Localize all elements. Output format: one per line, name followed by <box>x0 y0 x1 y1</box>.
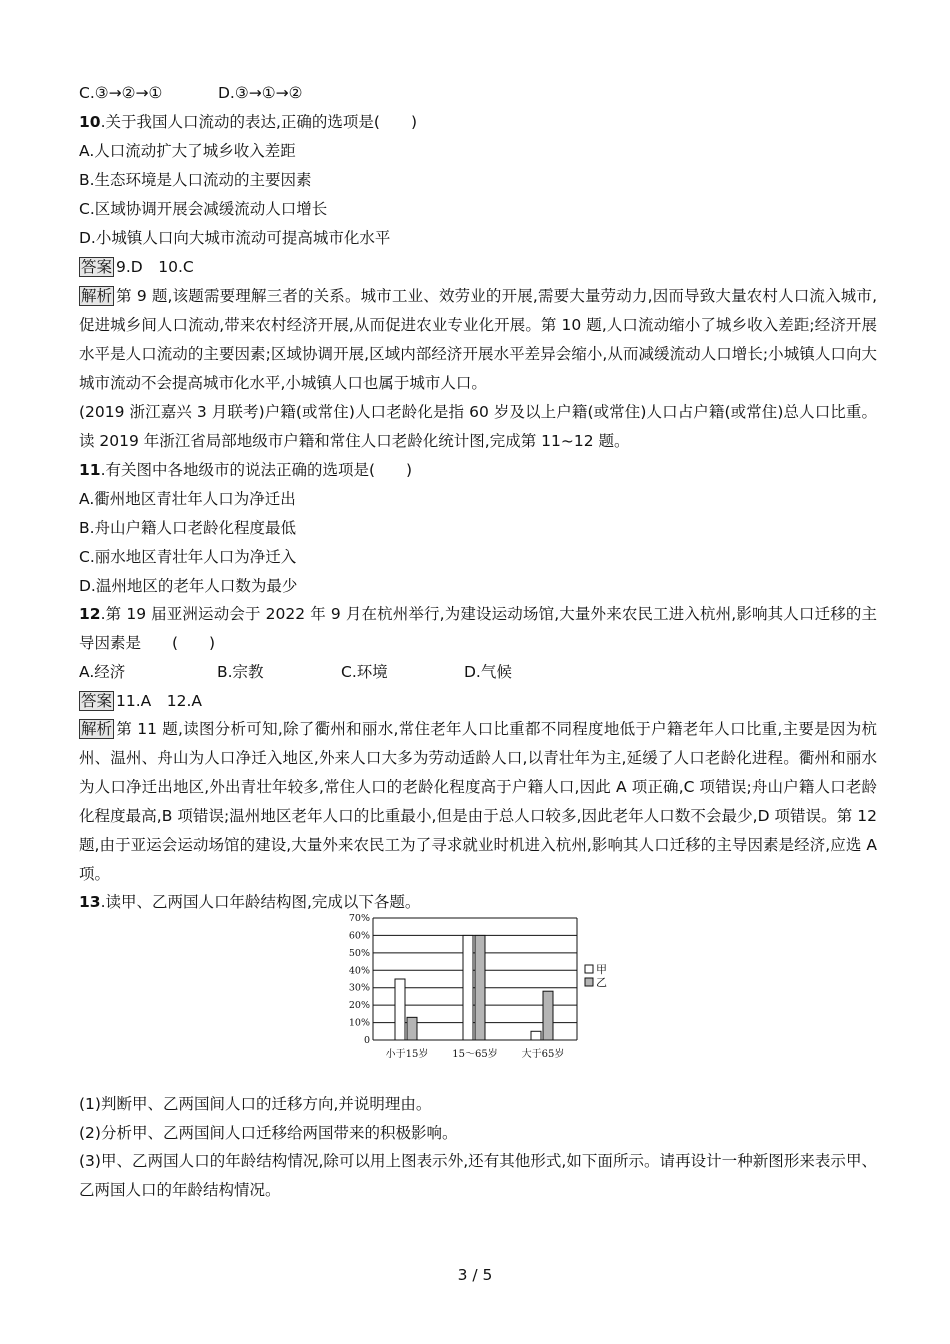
chart-y-tick-labels <box>349 913 370 1046</box>
y-tick-label: 30% <box>348 982 370 994</box>
question-stem-text: .关于我国人口流动的表达,正确的选项是( ) <box>100 113 418 131</box>
legend-swatch <box>585 965 593 973</box>
answer-text: 9.D 10.C <box>116 258 194 276</box>
bar-jia-3 <box>531 1031 541 1040</box>
x-tick-label: 15～65岁 <box>452 1049 498 1060</box>
legend-label: 乙 <box>596 976 607 989</box>
answer-line-2 <box>79 691 202 711</box>
q12-option-a: A.经济 <box>79 663 126 681</box>
analysis-text: 第 11 题,读图分析可知,除了衢州和丽水,常住老年人口比重都不同程度地低于户籍老年人口比重,主要是因为杭州、温州、舟山为人口净迁入地区,外来人口大多为劳动适龄人口,以青壮年为主,延缓了人口老龄化进程。衢州和丽水为人口净迁出地区,外出青壮年较多,常住人口的老龄化程度高于户籍人口,因此 A 项正确,C 项错误;舟山户籍人口老龄化程度最高,B 项错误;温州地区老年人口的比重最小,但是由于总人口较多,因此老年人口数不会最少,D 项错误。第 12 题,由于亚运会运动场馆的建设,大量外来农民工为了寻求就业时机进入杭州,影响其人口迁移的主导因素是经济,应选 A 项。 <box>79 720 877 883</box>
question-stem-text: .读甲、乙两国人口年龄结构图,完成以下各题。 <box>100 893 421 911</box>
analysis-text: 第 9 题,该题需要理解三者的关系。城市工业、效劳业的开展,需要大量劳动力,因而导致大量农村人口流入城市,促进城乡间人口流动,带来农村经济开展,从而促进农业专业化开展。第 10 题,人口流动缩小了城乡收入差距;经济开展水平是人口流动的主要因素;区域协调开展,区域内部经济开展水平差异会缩小,从而减缓流动人口增长;小城镇人口向大城市流动不会提高城市化水平,小城镇人口也属于城市人口。 <box>79 287 877 392</box>
analysis-tag: 解析 <box>81 720 113 738</box>
q11-option-d: D.温州地区的老年人口数为最少 <box>79 577 298 595</box>
answer-tag: 答案 <box>81 258 113 276</box>
q9-options-line <box>79 83 303 103</box>
y-tick-label: 20% <box>348 1000 370 1012</box>
q10-option-b: B.生态环境是人口流动的主要因素 <box>79 171 312 189</box>
answer-text: 11.A 12.A <box>116 692 203 710</box>
q12-options-line <box>79 662 512 682</box>
bar-yi-3 <box>543 991 553 1040</box>
q10-option-c: C.区域协调开展会减缓流动人口增长 <box>79 200 328 218</box>
chart-legend <box>585 963 607 989</box>
q13-sub-3: (3)甲、乙两国人口的年龄结构情况,除可以用上图表示外,还有其他形式,如下面所示。请再设计一种新图形来表示甲、乙两国人口的年龄结构情况。 <box>79 1152 877 1199</box>
question-stem-text: .有关图中各地级市的说法正确的选项是( ) <box>100 461 413 479</box>
q9-option-c: C.③→②→① <box>79 84 163 102</box>
answer-tag: 答案 <box>81 692 113 710</box>
q13-sub-2: (2)分析甲、乙两国间人口迁移给两国带来的积极影响。 <box>79 1124 458 1142</box>
answer-line-1 <box>79 257 194 277</box>
chart-x-tick-labels <box>386 1047 565 1060</box>
analysis-paragraph-2 <box>79 715 877 889</box>
analysis-tag: 解析 <box>81 287 113 305</box>
q10-option-a: A.人口流动扩大了城乡收入差距 <box>79 142 296 160</box>
q12-stem <box>79 600 877 658</box>
q12-option-b: B.宗教 <box>217 663 264 681</box>
analysis-paragraph-1 <box>79 282 877 398</box>
x-tick-label: 大于65岁 <box>521 1049 565 1060</box>
bar-jia-1 <box>395 979 405 1040</box>
q11-stem <box>79 460 412 480</box>
q11-option-c: C.丽水地区青壮年人口为净迁入 <box>79 548 297 566</box>
age-structure-bar-chart <box>340 908 620 1068</box>
x-tick-label: 小于15岁 <box>385 1049 429 1060</box>
q12-option-d: D.气候 <box>464 663 512 681</box>
bar-jia-2 <box>463 935 473 1040</box>
y-tick-label: 60% <box>348 930 370 942</box>
question-number: 10 <box>79 113 101 131</box>
question-number: 13 <box>79 893 101 911</box>
q11-option-b: B.舟山户籍人口老龄化程度最低 <box>79 519 297 537</box>
y-tick-label: 50% <box>348 947 370 959</box>
y-tick-label: 0 <box>363 1035 370 1046</box>
intro-paragraph: (2019 浙江嘉兴 3 月联考)户籍(或常住)人口老龄化是指 60 岁及以上户籍(或常住)人口占户籍(或常住)总人口比重。读 2019 年浙江省局部地级市户籍和常住人口老龄化统计图,完成第 11~12 题。 <box>79 403 877 450</box>
y-tick-label: 40% <box>348 965 370 977</box>
question-number: 12 <box>79 605 101 623</box>
question-number: 11 <box>79 461 101 479</box>
page-number: 3 / 5 <box>457 1266 493 1284</box>
q10-option-d: D.小城镇人口向大城市流动可提高城市化水平 <box>79 229 391 247</box>
legend-swatch <box>585 978 593 986</box>
q12-option-c: C.环境 <box>341 663 388 681</box>
bar-yi-2 <box>475 935 485 1040</box>
question-stem-text: .第 19 届亚洲运动会于 2022 年 9 月在杭州举行,为建设运动场馆,大量外来农民工进入杭州,影响其人口迁移的主导因素是 ( ) <box>79 605 877 652</box>
q13-sub-1: (1)判断甲、乙两国间人口的迁移方向,并说明理由。 <box>79 1095 432 1113</box>
q10-stem <box>79 112 417 132</box>
q11-option-a: A.衢州地区青壮年人口为净迁出 <box>79 490 296 508</box>
legend-label: 甲 <box>596 963 607 976</box>
y-tick-label: 70% <box>348 913 370 924</box>
y-tick-label: 10% <box>348 1017 370 1029</box>
q9-option-d: D.③→①→② <box>218 84 303 102</box>
bar-yi-1 <box>407 1017 417 1040</box>
